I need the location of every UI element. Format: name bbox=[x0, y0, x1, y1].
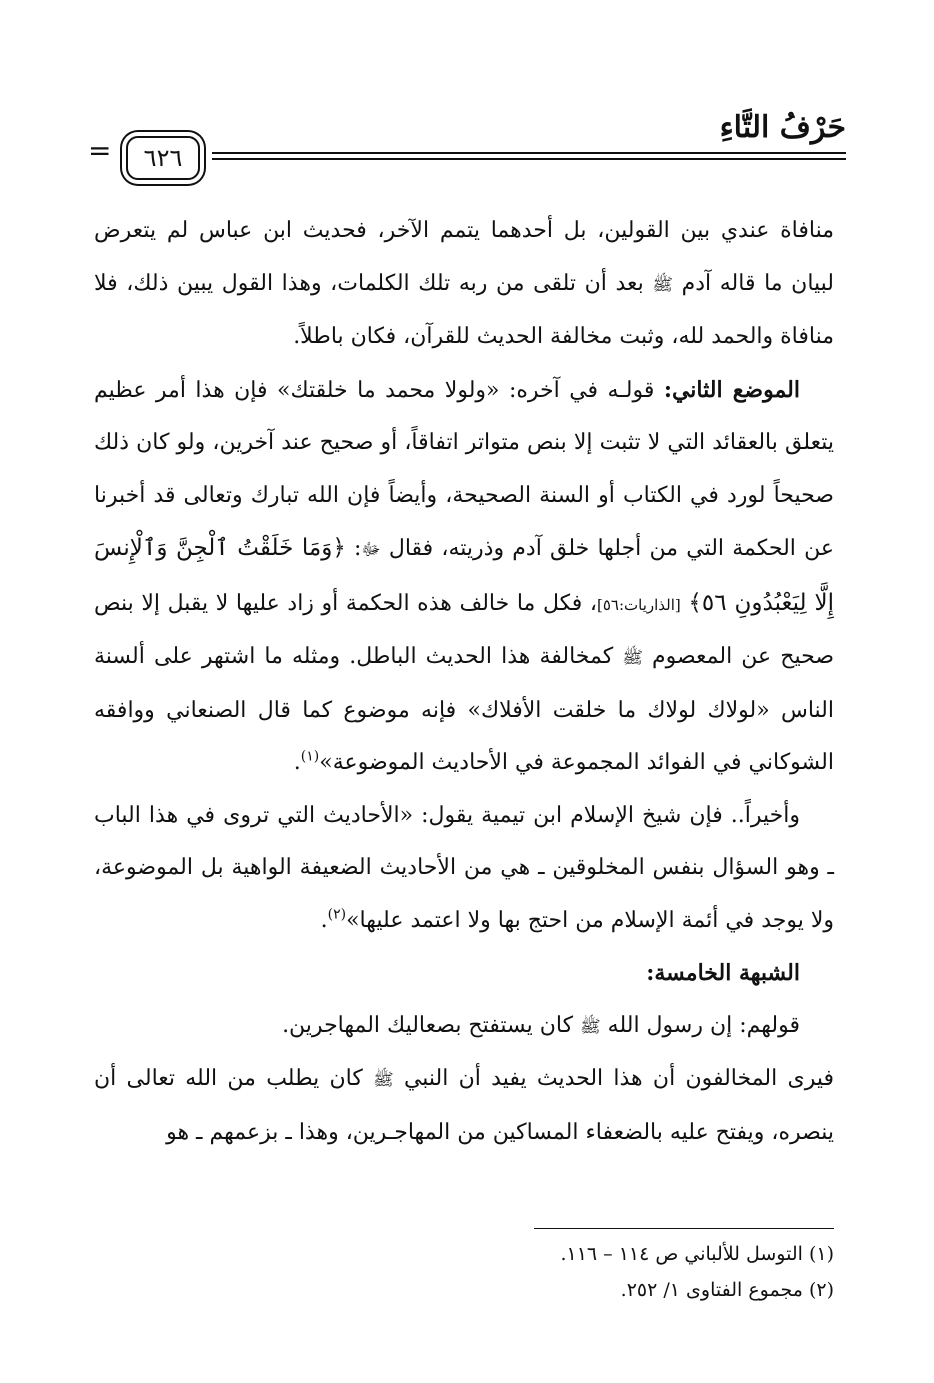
header-rule-double bbox=[212, 158, 846, 160]
footnote-2: (٢) مجموع الفتاوى ١/ ٢٥٢. bbox=[620, 1279, 834, 1301]
section-heading: الشبهة الخامسة: bbox=[646, 960, 800, 986]
honorific-symbol: ﷻ bbox=[361, 540, 381, 560]
footnote-marker-2: (٢) bbox=[327, 906, 347, 923]
footnotes bbox=[94, 1236, 834, 1308]
honorific-symbol: ﷺ bbox=[652, 274, 673, 295]
paragraph-1-text: منافاة عندي بين القولين، بل أحدهما يتمم الآخر، فحديث ابن عباس لم يتعرض لبيان ما قاله آدم bbox=[94, 218, 835, 296]
paragraph-2-rest: ، فكل ما خالف هذه الحكمة أو زاد عليها لا يقبل إلا بنص صحيح عن المعصوم bbox=[94, 590, 835, 669]
footnote-separator bbox=[534, 1228, 834, 1229]
honorific-symbol: ﷺ bbox=[373, 1070, 394, 1090]
paragraph-5-text-cont: كان يطلب من الله تعالى أن ينصره، ويفتح عليه بالضعفاء المساكين من المهاجـرين، وهذا ـ بزعمهم ـ هو bbox=[94, 1066, 834, 1145]
page-number: ٦٢٦ bbox=[126, 136, 200, 180]
page-header bbox=[88, 100, 846, 190]
footnote-marker-1: (١) bbox=[300, 748, 320, 765]
quran-reference: [الذاريات:٥٦] bbox=[596, 595, 681, 614]
paragraph-5 bbox=[94, 1053, 834, 1159]
paragraph-4-text: قولهم: إن رسول الله bbox=[607, 1012, 800, 1038]
paragraph-3: وأخيراً.. فإن شيخ الإسلام ابن تيمية يقول: «الأحاديث التي تروى في هذا الباب ـ وهو السؤال بنفس المخلوقين ـ هي من الأحاديث الضعيفة الواهية بل الموضوعة، ولا يوجد في أئمة الإسلام من احتج بها ولا اعتمد عليها»$^{(٢)}$. bbox=[94, 802, 834, 933]
paragraph-2-lead: الموضع الثاني: bbox=[663, 376, 800, 403]
header-ornament: = bbox=[88, 134, 112, 167]
running-title: حَرْفُ التَّاءِ bbox=[719, 110, 846, 145]
paragraph-1-text-cont: بعد أن تلقى من ربه تلك الكلمات، وهذا القول يبين ذلك، فلا منافاة والحمد لله، وثبت مخالفة الحديث للقرآن، فكان باطلاً. bbox=[94, 270, 834, 349]
paragraph-3-text: وأخيراً.. فإن شيخ الإسلام ابن تيمية يقول: «الأحاديث التي تروى في هذا الباب ـ وهو السؤال بنفس المخلوقين ـ هي من الأحاديث الضعيفة الواهية بل الموضوعة، ولا يوجد في أئمة الإسلام من احتج بها ولا اعتمد عليها» bbox=[94, 802, 834, 933]
paragraph-2-rest-2: كمخالفة هذا الحديث الباطل. ومثله ما اشتهر على ألسنة الناس «لولاك لولاك ما خلقت الأفلاك» فإنه موضوع كما قال الصنعاني ووافقه الشوكاني في الفوائد المجموعة في الأحاديث الموضوعة» bbox=[94, 644, 834, 775]
quran-verse: ﴿وَمَا خَلَقْتُ ٱلْجِنَّ وَٱلْإِنسَ إِلَّا لِيَعْبُدُونِ ٥٦﴾ bbox=[94, 535, 834, 616]
paragraph-5-text: فيرى المخالفون أن هذا الحديث يفيد أن النبي bbox=[403, 1066, 835, 1091]
paragraph-2-text: قولـه في آخره: «ولولا محمد ما خلقتك» فإن هذا أمر عظيم يتعلق بالعقائد التي لا تثبت إلا بنص متواتر اتفاقاً، أو صحيح عند آخرين، ولو كان ذلك صحيحاً لورد في الكتاب أو السنة الصحيحة، وأيضاً فإن الله تبارك وتعالى قد أخبرنا عن الحكمة التي من أجلها خلق آدم وذريته، فقال bbox=[94, 377, 834, 561]
paragraph-1 bbox=[94, 205, 834, 364]
paragraph-4 bbox=[94, 1000, 834, 1054]
honorific-symbol: ﷺ bbox=[622, 648, 643, 668]
honorific-symbol: ﷺ bbox=[580, 1016, 601, 1037]
main-text bbox=[94, 205, 834, 1159]
footnote-1: (١) التوسل للألباني ص ١١٤ – ١١٦. bbox=[560, 1243, 834, 1265]
header-rule bbox=[212, 152, 846, 154]
paragraph-4-text-cont: كان يستفتح بصعاليك المهاجرين. bbox=[282, 1012, 574, 1038]
paragraph-2: الموضع الثاني: قولـه في آخره: «ولولا محمد ما خلقتك» فإن هذا أمر عظيم يتعلق بالعقائد التي لا تثبت إلا بنص متواتر اتفاقاً، أو صحيح عند آخرين، ولو كان ذلك صحيحاً لورد في الكتاب أو السنة الصحيحة، وأيضاً فإن الله تبارك وتعالى قد أخبرنا عن الحكمة التي من أجلها خلق آدم وذريته، فقال ﷻ: ﴿وَمَا خَلَقْتُ ٱلْجِنَّ وَٱلْإِنسَ إِلَّا لِيَعْبُدُونِ ٥٦﴾ [الذاريات:٥٦]، فكل ما خالف هذه الحكمة أو زاد عليها لا يقبل إلا بنص صحيح عن المعصوم ﷺ كمخالفة هذا الحديث الباطل. ومثله ما اشتهر على ألسنة الناس «لولاك لولاك ما خلقت الأفلاك» فإنه موضوع كما قال الصنعاني ووافقه الشوكاني في الفوائد المجموعة في الأحاديث الموضوعة»$^{(١)}$. bbox=[94, 376, 835, 775]
